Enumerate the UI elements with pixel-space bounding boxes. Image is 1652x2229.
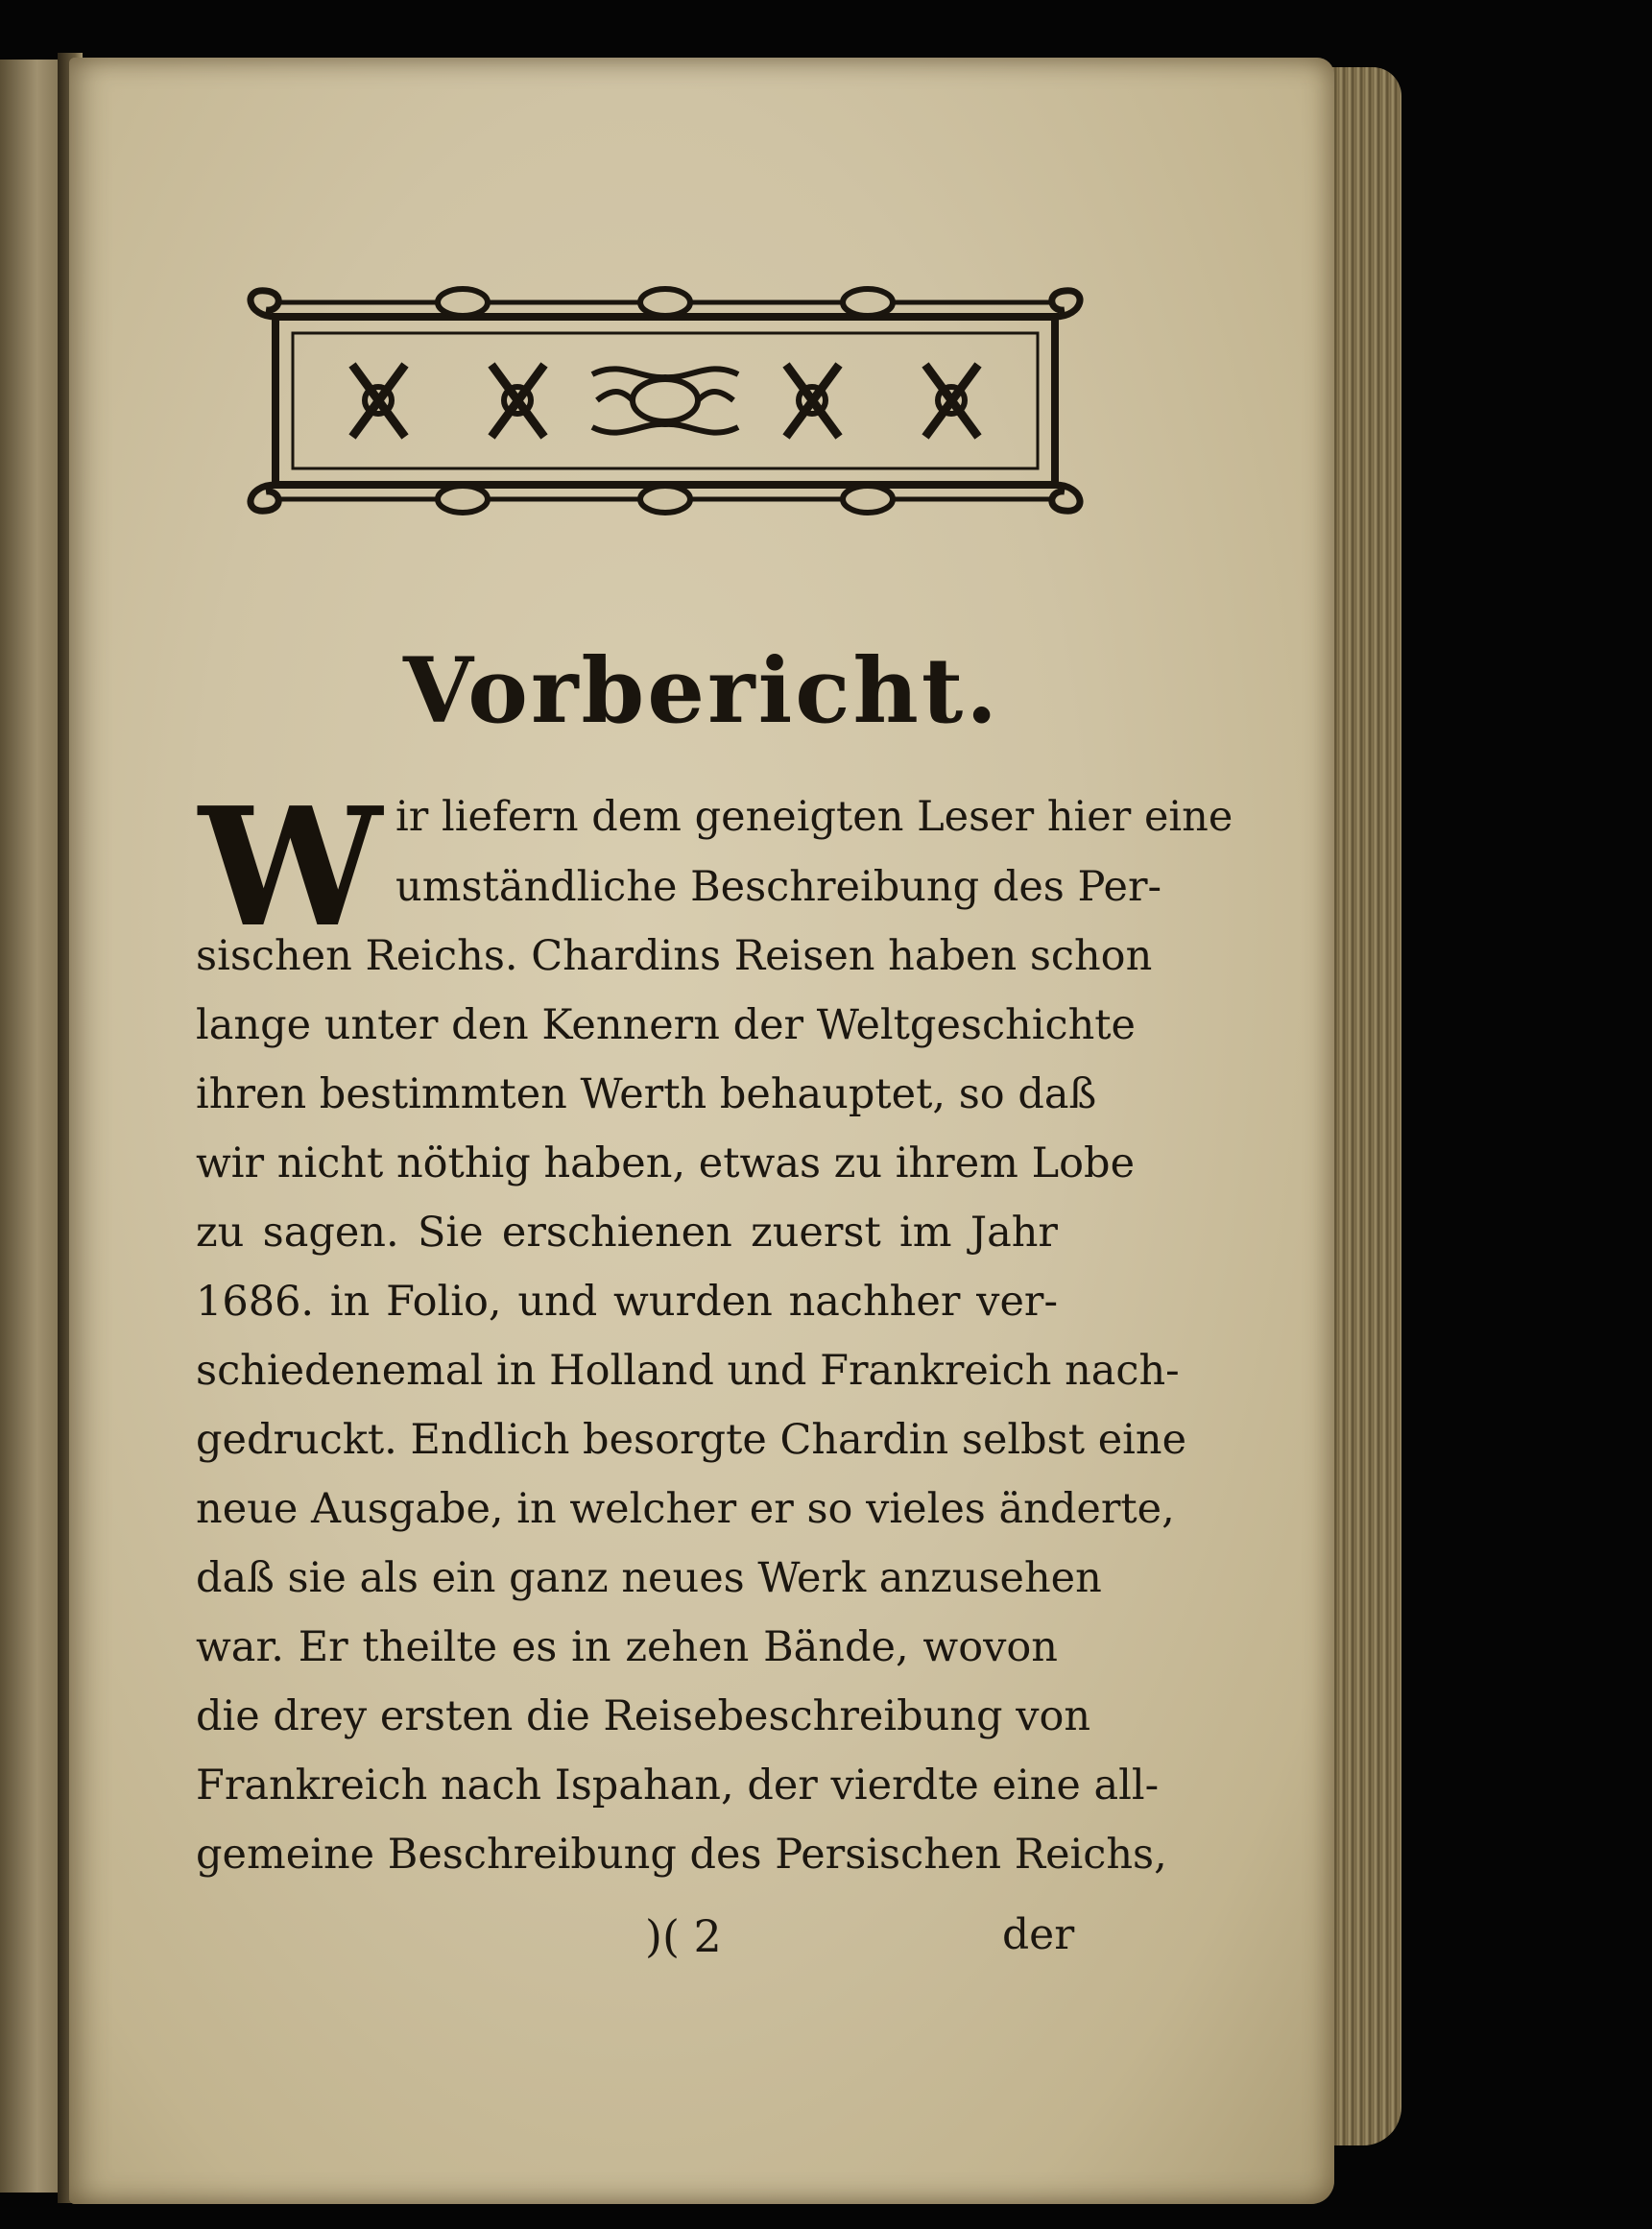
text-line: zu sagen. Sie erschienen zuerst im Jahr [196, 1209, 1058, 1257]
book-page [69, 58, 1334, 2204]
text-line: gedruckt. Endlich besorgte Chardin selbst eine [196, 1416, 1187, 1464]
text-line: war. Er theilte es in zehen Bände, wovon [196, 1623, 1058, 1671]
text-line: ihren bestimmten Werth behauptet, so daß [196, 1070, 1097, 1118]
text-line: sischen Reichs. Chardins Reisen haben schon [196, 932, 1153, 980]
text-line: wir nicht nöthig haben, etwas zu ihrem Lobe [196, 1139, 1136, 1187]
text-line: ir liefern dem geneigten Leser hier eine [395, 793, 1233, 841]
drop-cap: W [199, 772, 382, 964]
ornamental-headpiece [237, 283, 1093, 518]
text-line: lange unter den Kennern der Weltgeschichte [196, 1001, 1137, 1049]
text-line: gemeine Beschreibung des Persischen Reichs, [196, 1831, 1167, 1879]
text-line: die drey ersten die Reisebeschreibung von [196, 1692, 1091, 1740]
text-line: neue Ausgabe, in welcher er so vieles änderte, [196, 1485, 1175, 1533]
text-line: 1686. in Folio, und wurden nachher ver- [196, 1278, 1058, 1326]
catchword: der [1002, 1910, 1075, 1959]
text-line: schiedenemal in Holland und Frankreich nach- [196, 1347, 1180, 1395]
signature-mark: )( 2 [645, 1910, 722, 1962]
text-line: Frankreich nach Ispahan, der vierdte eine all- [196, 1762, 1160, 1810]
text-line: umständliche Beschreibung des Per- [395, 863, 1162, 911]
text-line: daß sie als ein ganz neues Werk anzusehen [196, 1554, 1102, 1602]
page-heading: Vorbericht. [402, 638, 1000, 744]
